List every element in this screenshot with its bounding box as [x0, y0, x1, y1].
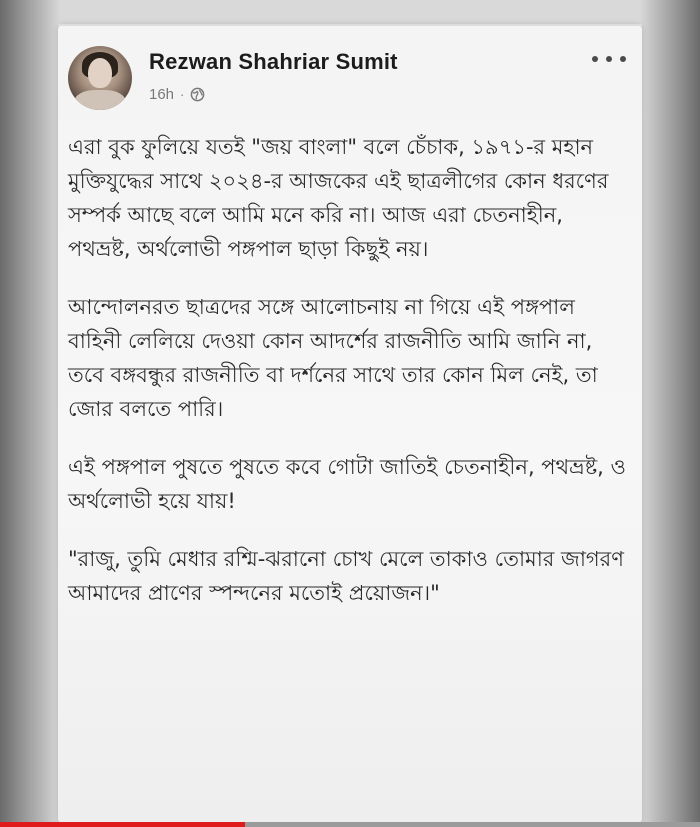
post-paragraph: "রাজু, তুমি মেধার রশ্মি-ঝরানো চোখ মেলে তাকাও তোমার জাগরণ আমাদের প্রাণের স্পন্দনের মতোই প্রয়োজন।" — [68, 547, 624, 605]
video-progress-bar[interactable] — [0, 822, 700, 827]
more-dot — [620, 56, 626, 62]
avatar-shoulders — [74, 90, 126, 110]
card-divider — [58, 24, 642, 26]
globe-icon — [190, 87, 205, 102]
author-name[interactable]: Rezwan Shahriar Sumit — [149, 49, 398, 74]
post-paragraph: এরা বুক ফুলিয়ে যতই "জয় বাংলা" বলে চেঁচাক, ১৯৭১-র মহান মুক্তিযুদ্ধের সাথে ২০২৪-র আজকের এই ছাত্রলীগের কোন ধরণের সম্পর্ক আছে বলে আমি মনে করি না। আজ এরা চেতনাহীন, পথভ্রষ্ট, অর্থলোভী পঙ্গপাল ছাড়া কিছুই নয়। — [68, 135, 609, 261]
post-meta — [149, 86, 205, 103]
author-avatar[interactable] — [68, 46, 132, 110]
post-time[interactable]: 16h — [149, 86, 175, 103]
post-body — [68, 130, 628, 634]
meta-separator: · — [180, 87, 185, 102]
post-paragraph: এই পঙ্গপাল পুষতে পুষতে কবে গোটা জাতিই চেতনাহীন, পথভ্রষ্ট, ও অর্থলোভী হয়ে যায়! — [68, 455, 626, 513]
avatar-face — [88, 58, 112, 88]
more-dot — [592, 56, 598, 62]
post-paragraph: আন্দোলনরত ছাত্রদের সঙ্গে আলোচনায় না গিয়ে এই পঙ্গপাল বাহিনী লেলিয়ে দেওয়া কোন আদর্শের রাজনীতি আমি জানি না, তবে বঙ্গবন্ধুর রাজনীতি বা দর্শনের সাথে তার কোন মিল নেই, তা জোর বলতে পারি। — [68, 295, 598, 421]
more-dot — [606, 56, 612, 62]
more-options-icon[interactable] — [592, 52, 626, 66]
video-progress-fill — [0, 822, 245, 827]
